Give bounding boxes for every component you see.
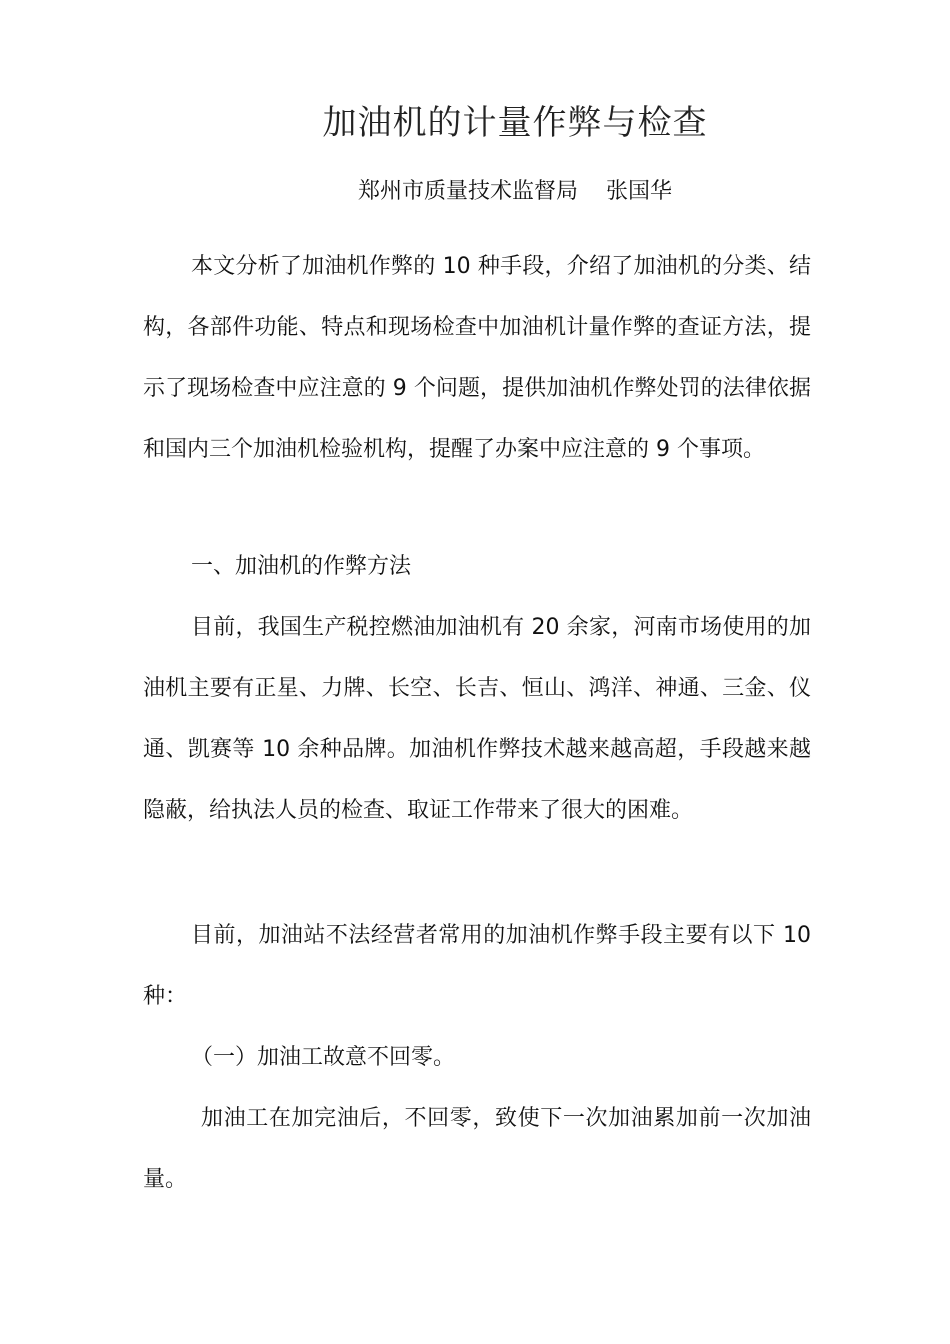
paragraph-cheating-intro: 目前，加油站不法经营者常用的加油机作弊手段主要有以下 10 种： — [143, 923, 811, 1009]
paragraph-no-reset: 加油工在加完油后，不回零，致使下一次加油累加前一次加油量。 — [143, 1106, 811, 1192]
subsection-heading-no-reset: （一）加油工故意不回零。 — [191, 1045, 456, 1070]
paragraph-market-overview: 目前，我国生产税控燃油加油机有 20 余家，河南市场使用的加油机主要有正星、力牌、长空、长吉、恒山、鸿洋、神通、三金、仪通、凯赛等 10 余种品牌。加油机作弊技术越来越高超，手段越来越隐蔽，给执法人员的检查、取证工作带来了很大的困难。 — [143, 615, 811, 823]
author-line: 郑州市质量技术监督局 张国华 — [358, 179, 672, 204]
abstract-paragraph: 本文分析了加油机作弊的 10 种手段，介绍了加油机的分类、结构，各部件功能、特点和现场检查中加油机计量作弊的查证方法，提示了现场检查中应注意的 9 个问题，提供加油机作弊处罚的法律依据和国内三个加油机检验机构，提醒了办案中应注意的 9 个事项。 — [143, 254, 811, 462]
section-heading-cheating-methods: 一、加油机的作弊方法 — [191, 554, 412, 579]
document-title: 加油机的计量作弊与检查 — [322, 103, 708, 143]
